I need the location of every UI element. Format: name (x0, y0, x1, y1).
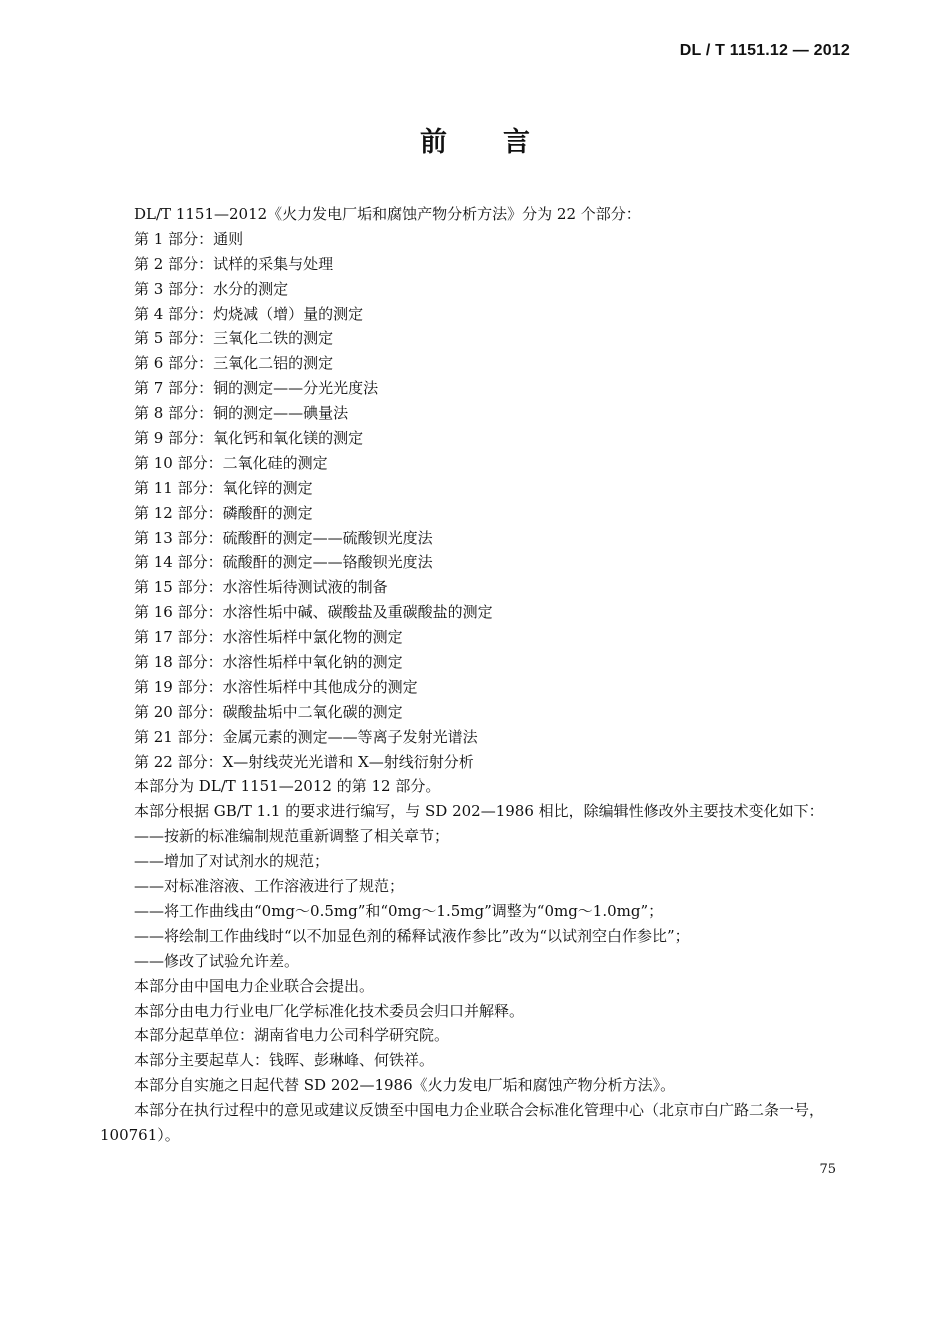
interpreted-by: 本部分由电力行业电厂化学标准化技术委员会归口并解释。 (134, 1001, 525, 1020)
part-list-item: 第 14 部分：硫酸酐的测定——铬酸钡光度法 (134, 553, 433, 572)
part-list-item: 第 12 部分：磷酸酐的测定 (134, 503, 313, 522)
page-title (0, 120, 950, 159)
part-list-item: 第 1 部分：通则 (134, 229, 244, 248)
part-list-item: 第 4 部分：灼烧减（增）量的测定 (134, 304, 364, 323)
part-list-item: 第 22 部分：X—射线荧光光谱和 X—射线衍射分析 (134, 752, 474, 771)
change-list-item: ——增加了对试剂水的规范； (134, 852, 330, 871)
part-list-item: 第 18 部分：水溶性垢样中氧化钠的测定 (134, 653, 403, 672)
part-list-item: 第 6 部分：三氧化二铝的测定 (134, 354, 334, 373)
replaces-statement: 本部分自实施之日起代替 SD 202—1986《火力发电厂垢和腐蚀产物分析方法》。 (134, 1076, 676, 1095)
part-list-item: 第 17 部分：水溶性垢样中氯化物的测定 (134, 628, 403, 647)
part-list-item: 第 7 部分：铜的测定——分光光度法 (134, 379, 379, 398)
feedback-statement: 本部分在执行过程中的意见或建议反馈至中国电力企业联合会标准化管理中心（北京市白广路二条一号，100761）。 (100, 1101, 825, 1144)
change-list-item: ——按新的标准编制规范重新调整了相关章节； (134, 827, 450, 846)
this-part-statement: 本部分为 DL/T 1151—2012 的第 12 部分。 (134, 777, 441, 796)
part-list-item: 第 10 部分：二氧化硅的测定 (134, 453, 328, 472)
part-list-item: 第 8 部分：铜的测定——碘量法 (134, 404, 349, 423)
intro-paragraph: DL/T 1151—2012《火力发电厂垢和腐蚀产物分析方法》分为 22 个部分： (134, 205, 641, 223)
title-char-2: 言 (503, 127, 530, 158)
change-list-item: ——将绘制工作曲线时“以不加显色剂的稀释试液作参比”改为“以试剂空白作参比”； (134, 926, 690, 945)
part-list-item: 第 21 部分：金属元素的测定——等离子发射光谱法 (134, 727, 478, 746)
part-list-item: 第 16 部分：水溶性垢中碱、碳酸盐及重碳酸盐的测定 (134, 603, 493, 622)
foreword-body (100, 202, 860, 1148)
part-list-item: 第 15 部分：水溶性垢待测试液的制备 (134, 578, 388, 597)
part-list-item: 第 9 部分：氧化钙和氧化镁的测定 (134, 429, 364, 448)
drafting-unit: 本部分起草单位：湖南省电力公司科学研究院。 (134, 1026, 450, 1045)
change-list-item: ——对标准溶液、工作溶液进行了规范； (134, 877, 405, 896)
part-list-item: 第 3 部分：水分的测定 (134, 279, 289, 298)
part-list-item: 第 19 部分：水溶性垢样中其他成分的测定 (134, 677, 418, 696)
part-list-item: 第 2 部分：试样的采集与处理 (134, 254, 334, 273)
part-list-item: 第 5 部分：三氧化二铁的测定 (134, 329, 334, 348)
main-drafters: 本部分主要起草人：钱晖、彭琳峰、何铁祥。 (134, 1051, 435, 1070)
changes-intro: 本部分根据 GB/T 1.1 的要求进行编写，与 SD 202—1986 相比，除编辑性修改外主要技术变化如下： (134, 802, 824, 821)
part-list-item: 第 13 部分：硫酸酐的测定——硫酸钡光度法 (134, 528, 433, 547)
part-list-item: 第 20 部分：碳酸盐垢中二氧化碳的测定 (134, 702, 403, 721)
page-number: 75 (819, 1162, 836, 1177)
proposed-by: 本部分由中国电力企业联合会提出。 (134, 976, 375, 995)
part-list-item: 第 11 部分：氧化锌的测定 (134, 478, 313, 497)
title-char-1: 前 (420, 127, 447, 158)
change-list-item: ——将工作曲线由“0mg～0.5mg”和“0mg～1.5mg”调整为“0mg～1.0mg”； (134, 901, 664, 920)
change-list-item: ——修改了试验允许差。 (134, 951, 300, 970)
standard-code-header: DL / T 1151.12 — 2012 (679, 42, 850, 59)
